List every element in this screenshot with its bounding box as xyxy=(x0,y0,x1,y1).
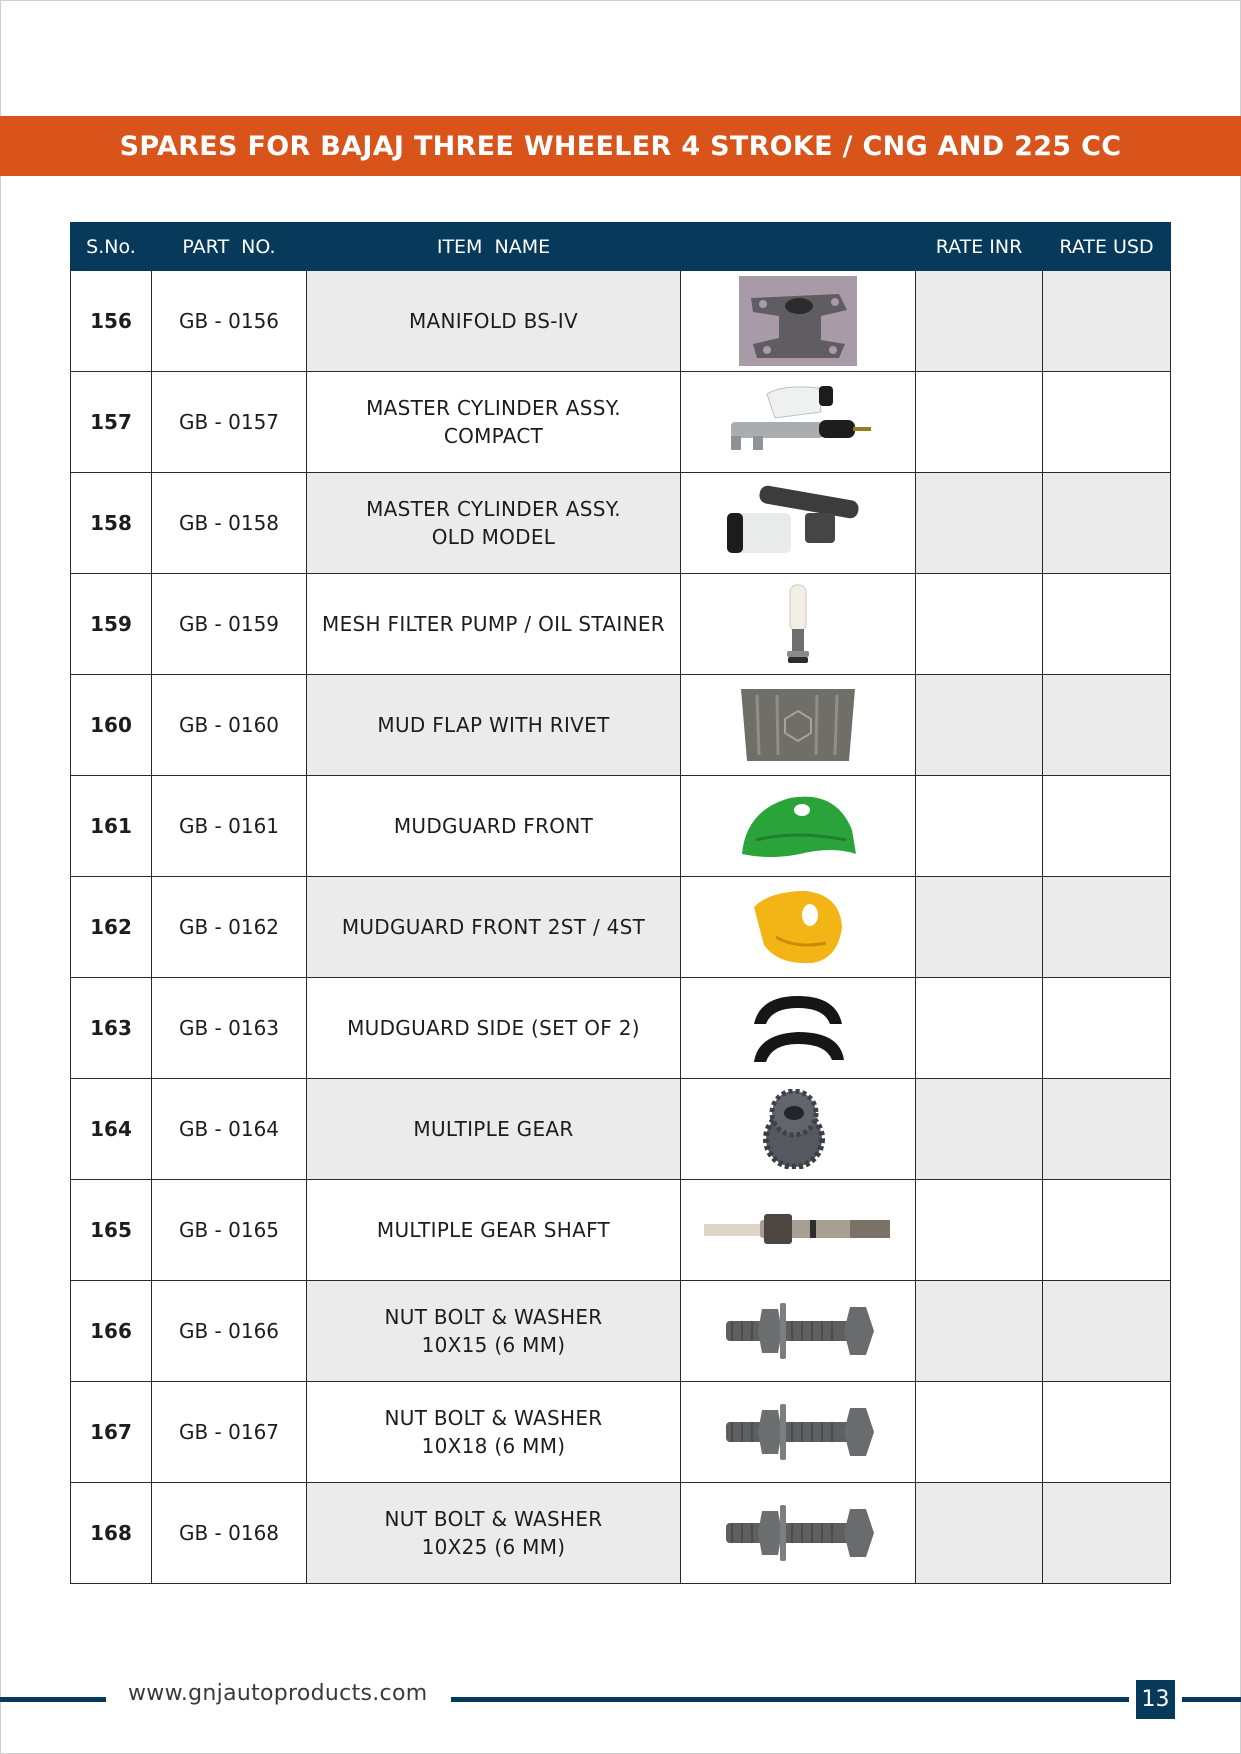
item-name-line: MUDGUARD FRONT xyxy=(393,814,594,838)
page-title: SPARES FOR BAJAJ THREE WHEELER 4 STROKE / CNG AND 225 CC xyxy=(119,130,1122,162)
item-name-line: COMPACT xyxy=(443,424,544,448)
rate-inr-cell xyxy=(916,1382,1043,1483)
item-name-line: NUT BOLT & WASHER xyxy=(384,1305,603,1329)
table-row xyxy=(71,574,1171,675)
table-row xyxy=(71,473,1171,574)
part-number: GB - 0166 xyxy=(152,1281,307,1382)
table-row xyxy=(71,1382,1171,1483)
item-name xyxy=(307,1382,681,1483)
rate-inr-cell xyxy=(916,271,1043,372)
table-row xyxy=(71,1483,1171,1584)
column-header-item-name: ITEM NAME xyxy=(307,223,681,271)
table-header-row xyxy=(71,223,1171,271)
rate-inr-cell xyxy=(916,675,1043,776)
table-row xyxy=(71,372,1171,473)
item-name-line: MULTIPLE GEAR xyxy=(413,1117,574,1141)
rate-usd-cell xyxy=(1043,473,1171,574)
serial-number: 163 xyxy=(71,978,152,1079)
footer-rule-middle xyxy=(451,1697,1129,1702)
item-name xyxy=(307,978,681,1079)
rate-usd-cell xyxy=(1043,574,1171,675)
table-row xyxy=(71,1281,1171,1382)
item-name xyxy=(307,473,681,574)
rate-inr-cell xyxy=(916,877,1043,978)
part-image xyxy=(681,877,916,978)
nut-bolt-icon xyxy=(681,1501,915,1565)
rate-inr-cell xyxy=(916,1180,1043,1281)
part-image xyxy=(681,271,916,372)
table-row xyxy=(71,271,1171,372)
gear-shaft-icon xyxy=(681,1210,915,1250)
item-name-line: 10X25 (6 MM) xyxy=(421,1535,566,1559)
part-number: GB - 0161 xyxy=(152,776,307,877)
table-row xyxy=(71,675,1171,776)
part-number: GB - 0156 xyxy=(152,271,307,372)
serial-number: 159 xyxy=(71,574,152,675)
item-name xyxy=(307,877,681,978)
rate-usd-cell xyxy=(1043,1180,1171,1281)
serial-number: 164 xyxy=(71,1079,152,1180)
serial-number: 162 xyxy=(71,877,152,978)
serial-number: 157 xyxy=(71,372,152,473)
column-header-part-no: PART NO. xyxy=(152,223,307,271)
item-name xyxy=(307,271,681,372)
column-header-image xyxy=(681,223,916,271)
part-image xyxy=(681,978,916,1079)
rate-inr-cell xyxy=(916,372,1043,473)
mudguard-side-icon xyxy=(681,990,915,1066)
table-row xyxy=(71,877,1171,978)
serial-number: 156 xyxy=(71,271,152,372)
item-name-line: MUDGUARD FRONT 2ST / 4ST xyxy=(341,915,646,939)
item-name-line: MULTIPLE GEAR SHAFT xyxy=(376,1218,611,1242)
rate-usd-cell xyxy=(1043,1079,1171,1180)
rate-usd-cell xyxy=(1043,271,1171,372)
footer-rule-left xyxy=(0,1697,106,1702)
item-name xyxy=(307,675,681,776)
footer-website: www.gnjautoproducts.com xyxy=(128,1681,428,1706)
part-number: GB - 0163 xyxy=(152,978,307,1079)
part-number: GB - 0160 xyxy=(152,675,307,776)
serial-number: 168 xyxy=(71,1483,152,1584)
part-number: GB - 0165 xyxy=(152,1180,307,1281)
rate-inr-cell xyxy=(916,1483,1043,1584)
rate-usd-cell xyxy=(1043,1281,1171,1382)
item-name-line: 10X15 (6 MM) xyxy=(421,1333,566,1357)
part-image xyxy=(681,473,916,574)
nut-bolt-icon xyxy=(681,1400,915,1464)
column-header-sno: S.No. xyxy=(71,223,152,271)
item-name-line: OLD MODEL xyxy=(431,525,556,549)
item-name xyxy=(307,1483,681,1584)
multiple-gear-icon xyxy=(681,1089,915,1169)
mesh-filter-icon xyxy=(681,579,915,669)
item-name-line: MANIFOLD BS-IV xyxy=(408,309,578,333)
item-name xyxy=(307,1281,681,1382)
table-row xyxy=(71,1180,1171,1281)
item-name xyxy=(307,1180,681,1281)
rate-usd-cell xyxy=(1043,372,1171,473)
mudguard-yellow-icon xyxy=(681,887,915,967)
part-number: GB - 0168 xyxy=(152,1483,307,1584)
part-number: GB - 0157 xyxy=(152,372,307,473)
table-row xyxy=(71,776,1171,877)
part-image xyxy=(681,1281,916,1382)
item-name xyxy=(307,372,681,473)
item-name-line: MUD FLAP WITH RIVET xyxy=(377,713,610,737)
serial-number: 165 xyxy=(71,1180,152,1281)
part-image xyxy=(681,1483,916,1584)
part-image xyxy=(681,1382,916,1483)
footer-rule-right xyxy=(1182,1697,1241,1702)
master-cylinder-old-icon xyxy=(681,483,915,563)
item-name xyxy=(307,776,681,877)
part-number: GB - 0162 xyxy=(152,877,307,978)
item-name-line: NUT BOLT & WASHER xyxy=(384,1507,603,1531)
table-row xyxy=(71,1079,1171,1180)
serial-number: 158 xyxy=(71,473,152,574)
rate-usd-cell xyxy=(1043,675,1171,776)
item-name-line: MUDGUARD SIDE (SET OF 2) xyxy=(347,1016,640,1040)
part-number: GB - 0164 xyxy=(152,1079,307,1180)
serial-number: 166 xyxy=(71,1281,152,1382)
rate-inr-cell xyxy=(916,978,1043,1079)
nut-bolt-icon xyxy=(681,1299,915,1363)
part-number: GB - 0159 xyxy=(152,574,307,675)
rate-usd-cell xyxy=(1043,877,1171,978)
part-number: GB - 0158 xyxy=(152,473,307,574)
part-image xyxy=(681,776,916,877)
item-name-line: MASTER CYLINDER ASSY. xyxy=(366,396,621,420)
rate-usd-cell xyxy=(1043,776,1171,877)
item-name-line: MASTER CYLINDER ASSY. xyxy=(366,497,621,521)
column-header-rate-usd: RATE USD xyxy=(1043,223,1171,271)
rate-usd-cell xyxy=(1043,1382,1171,1483)
part-image xyxy=(681,372,916,473)
item-name-line: NUT BOLT & WASHER xyxy=(384,1406,603,1430)
rate-usd-cell xyxy=(1043,978,1171,1079)
rate-inr-cell xyxy=(916,473,1043,574)
mudguard-green-icon xyxy=(681,790,915,862)
rate-usd-cell xyxy=(1043,1483,1171,1584)
page-number: 13 xyxy=(1136,1680,1175,1719)
table-body xyxy=(71,271,1171,1584)
rate-inr-cell xyxy=(916,1079,1043,1180)
title-banner xyxy=(0,116,1241,176)
manifold-icon xyxy=(681,276,915,366)
serial-number: 160 xyxy=(71,675,152,776)
part-image xyxy=(681,1180,916,1281)
serial-number: 161 xyxy=(71,776,152,877)
part-image xyxy=(681,574,916,675)
rate-inr-cell xyxy=(916,574,1043,675)
part-number: GB - 0167 xyxy=(152,1382,307,1483)
serial-number: 167 xyxy=(71,1382,152,1483)
item-name-line: MESH FILTER PUMP / OIL STAINER xyxy=(322,612,665,636)
rate-inr-cell xyxy=(916,1281,1043,1382)
table-row xyxy=(71,978,1171,1079)
part-image xyxy=(681,675,916,776)
part-image xyxy=(681,1079,916,1180)
column-header-rate-inr: RATE INR xyxy=(916,223,1043,271)
item-name-line: 10X18 (6 MM) xyxy=(421,1434,566,1458)
item-name xyxy=(307,574,681,675)
spares-table xyxy=(70,222,1171,1584)
rate-inr-cell xyxy=(916,776,1043,877)
item-name xyxy=(307,1079,681,1180)
master-cylinder-compact-icon xyxy=(681,382,915,462)
mud-flap-icon xyxy=(681,685,915,765)
